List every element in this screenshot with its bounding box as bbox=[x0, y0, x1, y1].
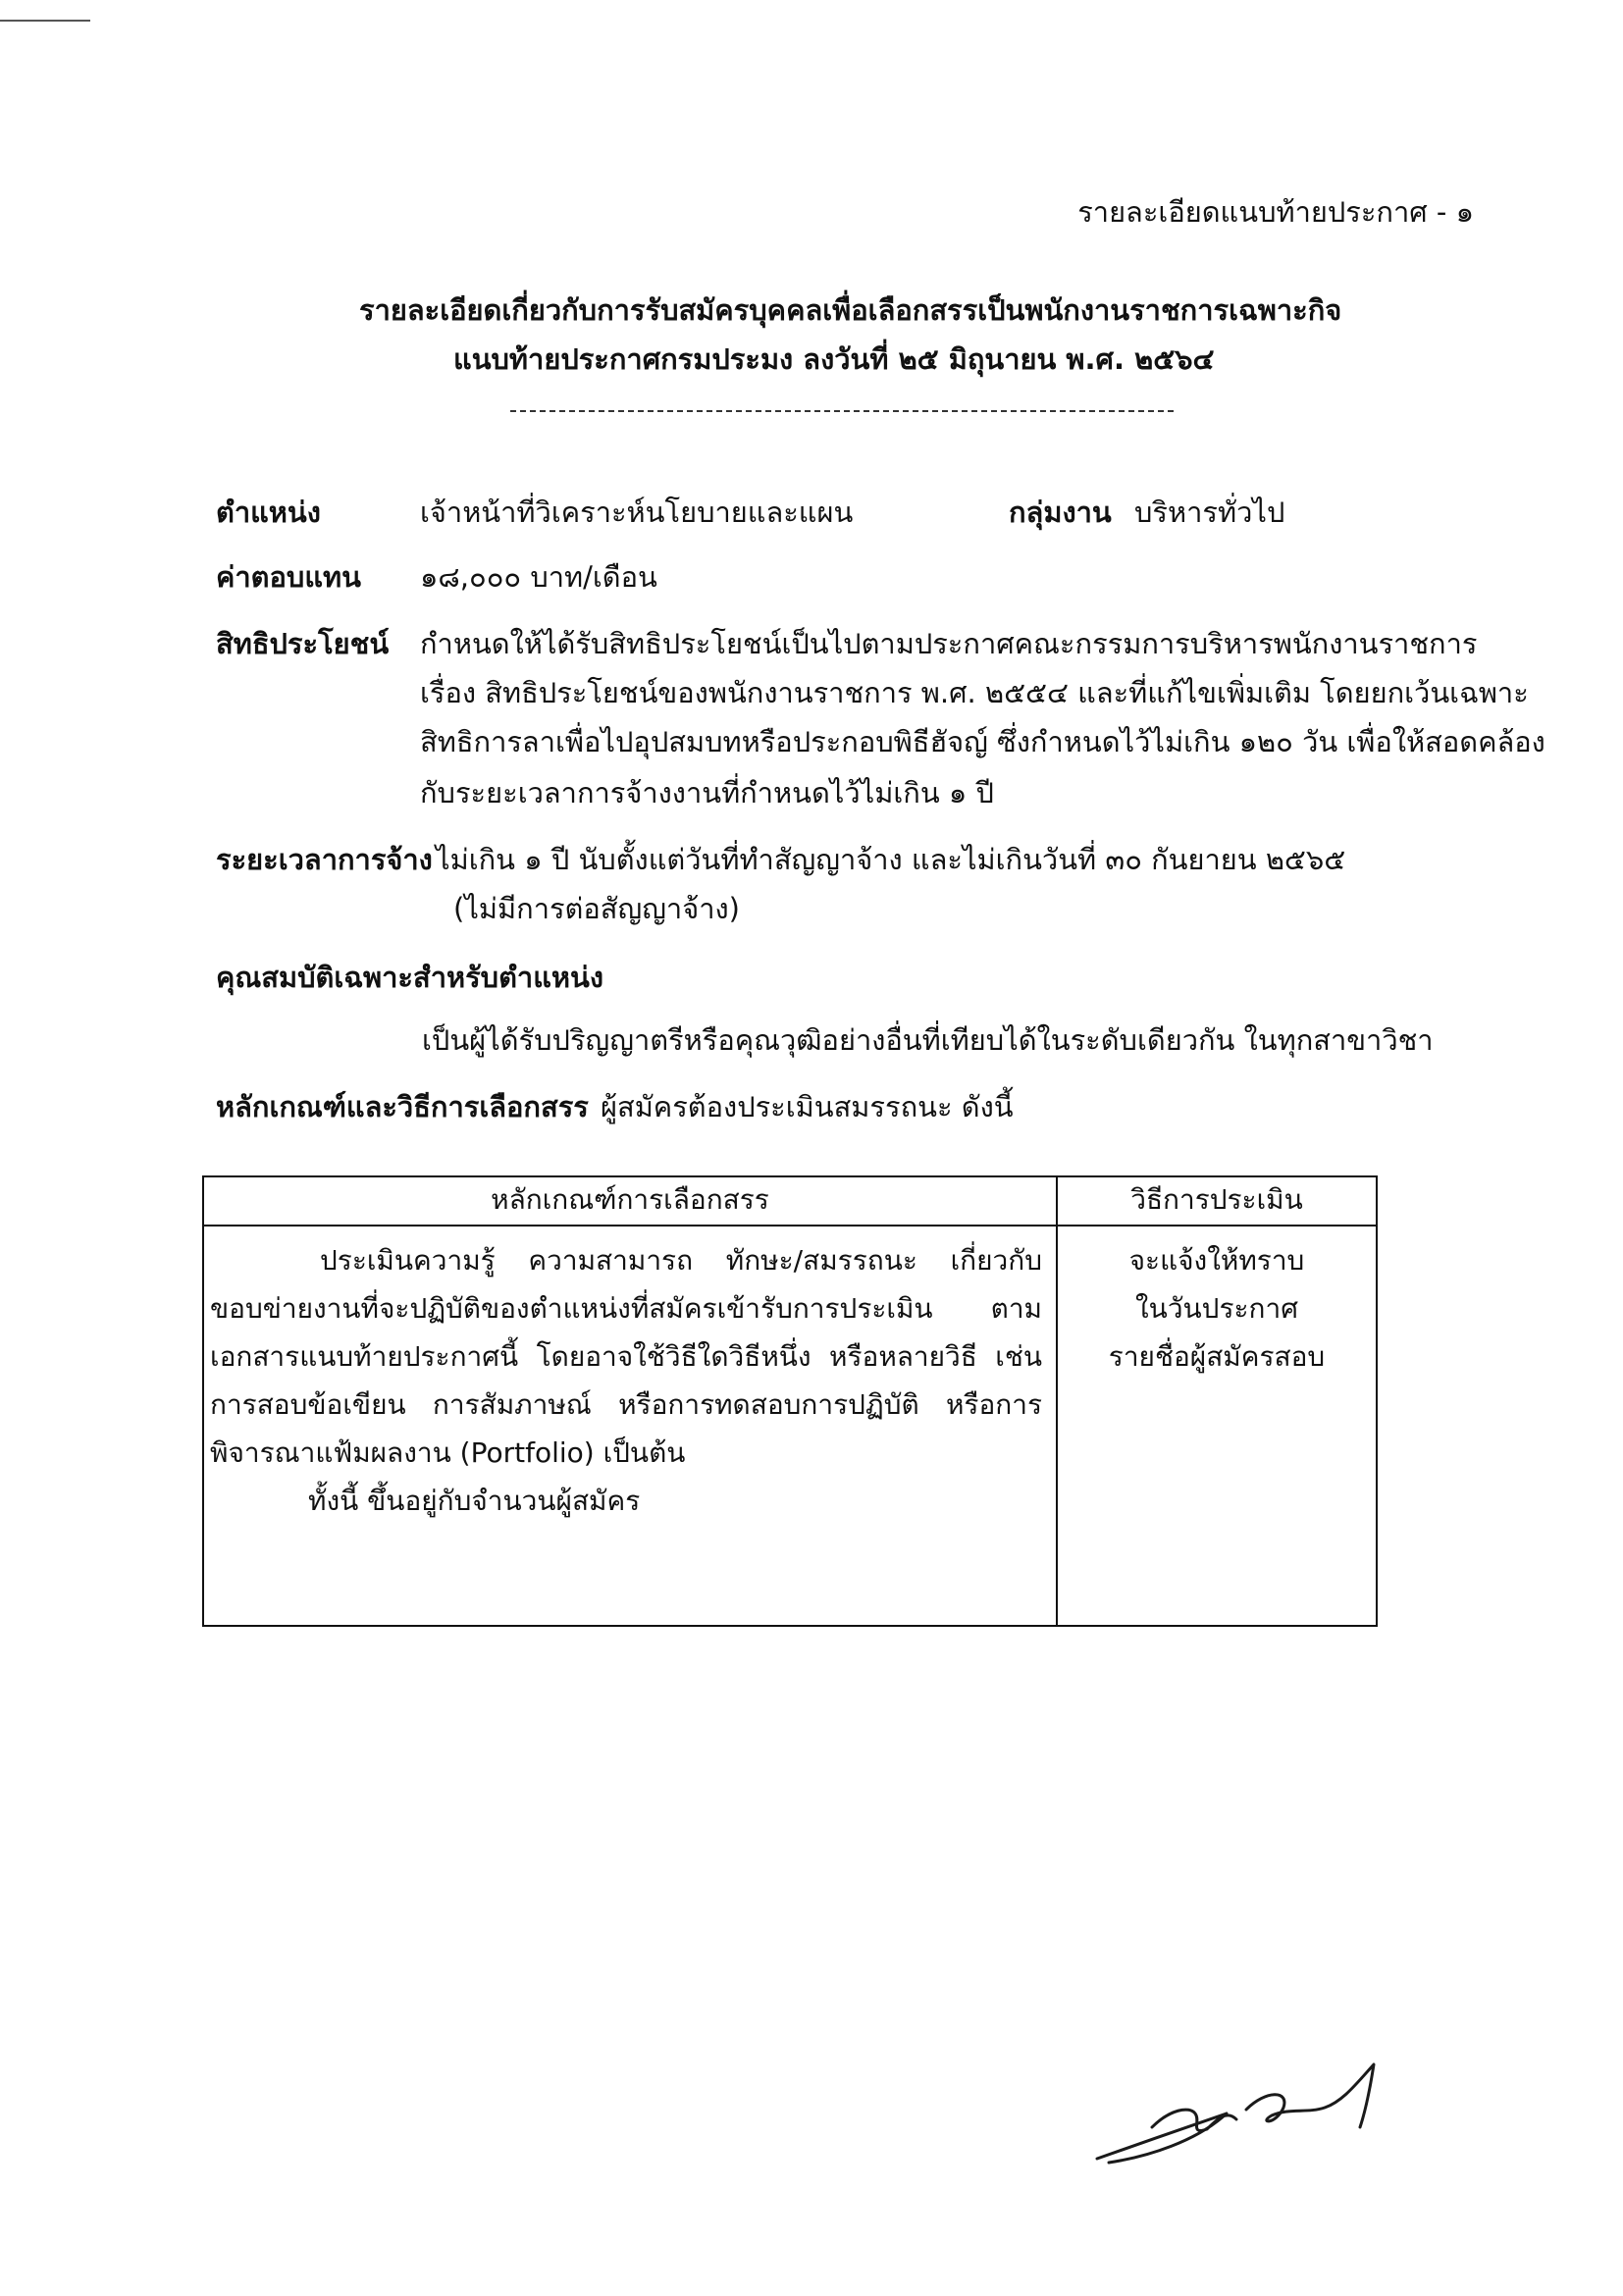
employment-period-note: (ไม่มีการต่อสัญญาจ้าง) bbox=[453, 892, 740, 925]
method-line: รายชื่อผู้สมัครสอบ bbox=[1108, 1340, 1326, 1373]
table-header-row bbox=[203, 1176, 1377, 1226]
method-line: จะแจ้งให้ทราบ bbox=[1128, 1244, 1305, 1277]
employment-period-label: ระยะเวลาการจ้าง bbox=[216, 843, 433, 876]
benefits-line: สิทธิการลาเพื่อไปอุปสมบทหรือประกอบพิธีฮัจญ์ ซึ่งกำหนดไว้ไม่เกิน ๑๒๐ วัน เพื่อให้สอดคล้อง bbox=[420, 725, 1545, 758]
scan-mark bbox=[0, 20, 90, 22]
document-title-line2: แนบท้ายประกาศกรมประมง ลงวันที่ ๒๕ มิถุนายน พ.ศ. ๒๕๖๔ bbox=[453, 342, 1215, 376]
selection-label: หลักเกณฑ์และวิธีการเลือกสรร bbox=[216, 1090, 589, 1123]
method-cell bbox=[1057, 1226, 1377, 1626]
annex-reference: รายละเอียดแนบท้ายประกาศ - ๑ bbox=[1077, 195, 1474, 229]
compensation-label: ค่าตอบแทน bbox=[216, 560, 361, 594]
selection-value: ผู้สมัครต้องประเมินสมรรถนะ ดังนี้ bbox=[601, 1090, 1014, 1123]
criteria-cell bbox=[203, 1226, 1057, 1626]
qualifications-value: เป็นผู้ได้รับปริญญาตรีหรือคุณวุฒิอย่างอื่นที่เทียบได้ในระดับเดียวกัน ในทุกสาขาวิชา bbox=[422, 1023, 1434, 1057]
criteria-note: ทั้งนี้ ขึ้นอยู่กับจำนวนผู้สมัคร bbox=[308, 1485, 641, 1517]
criteria-header: หลักเกณฑ์การเลือกสรร bbox=[203, 1176, 1057, 1226]
method-line: ในวันประกาศ bbox=[1135, 1292, 1298, 1325]
compensation-value: ๑๘,๐๐๐ บาท/เดือน bbox=[420, 560, 657, 594]
benefits-label: สิทธิประโยชน์ bbox=[216, 627, 390, 660]
document-title-line1: รายละเอียดเกี่ยวกับการรับสมัครบุคคลเพื่อเลือกสรรเป็นพนักงานราชการเฉพาะกิจ bbox=[359, 293, 1342, 327]
employment-period-value: ไม่เกิน ๑ ปี นับตั้งแต่วันที่ทำสัญญาจ้าง และไม่เกินวันที่ ๓๐ กันยายน ๒๕๖๕ bbox=[436, 843, 1346, 876]
benefits-line: กำหนดให้ได้รับสิทธิประโยชน์เป็นไปตามประกาศคณะกรรมการบริหารพนักงานราชการ bbox=[420, 627, 1478, 660]
work-group-label: กลุ่มงาน bbox=[1009, 496, 1112, 529]
benefits-line: เรื่อง สิทธิประโยชน์ของพนักงานราชการ พ.ศ. ๒๕๕๔ และที่แก้ไขเพิ่มเติม โดยยกเว้นเฉพาะ bbox=[420, 676, 1529, 709]
qualifications-label: คุณสมบัติเฉพาะสำหรับตำแหน่ง bbox=[216, 961, 603, 994]
signature bbox=[1079, 2051, 1413, 2178]
criteria-table bbox=[202, 1175, 1378, 1627]
method-header: วิธีการประเมิน bbox=[1057, 1176, 1377, 1226]
table-row bbox=[203, 1226, 1377, 1626]
position-value: เจ้าหน้าที่วิเคราะห์นโยบายและแผน bbox=[420, 496, 854, 529]
criteria-paragraph: ประเมินความรู้ ความสามารถ ทักษะ/สมรรถนะ เกี่ยวกับขอบข่ายงานที่จะปฏิบัติของตำแหน่งที่สมัครเข้ารับการประเมิน ตามเอกสารแนบท้ายประกาศนี้ โดยอาจใช้วิธีใดวิธีหนึ่ง หรือหลายวิธี เช่น การสอบข้อเขียน การสัมภาษณ์ หรือการทดสอบการปฏิบัติ หรือการพิจารณาแฟ้มผลงาน (Portfolio) เป็นต้น bbox=[210, 1244, 1042, 1469]
work-group-value: บริหารทั่วไป bbox=[1134, 496, 1285, 529]
title-divider bbox=[510, 410, 1174, 412]
position-label: ตำแหน่ง bbox=[216, 496, 321, 529]
benefits-line: กับระยะเวลาการจ้างงานที่กำหนดไว้ไม่เกิน ๑ ปี bbox=[420, 776, 994, 809]
